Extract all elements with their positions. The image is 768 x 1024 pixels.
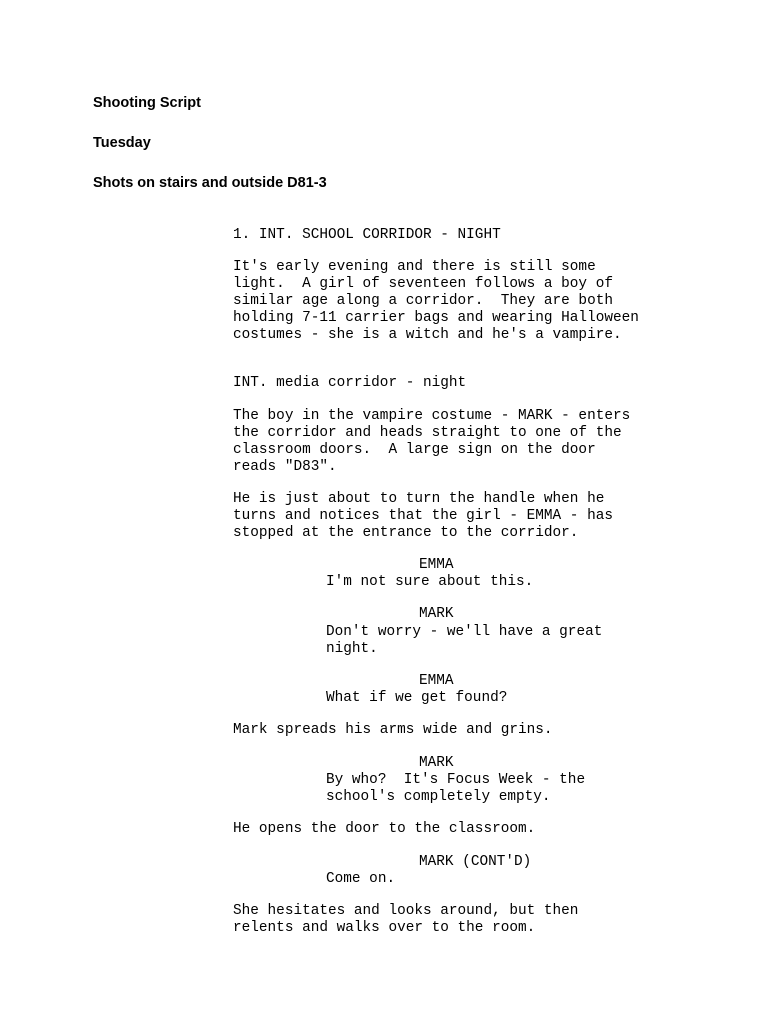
action-line: turns and notices that the girl - EMMA - has <box>233 508 613 524</box>
character-name: MARK <box>419 606 454 622</box>
character-name: EMMA <box>419 673 454 689</box>
dialogue-line: school's completely empty. <box>326 789 551 805</box>
action-line: holding 7-11 carrier bags and wearing Halloween <box>233 310 639 326</box>
scene-heading: 1. INT. SCHOOL CORRIDOR - NIGHT <box>233 227 501 243</box>
action-line: It's early evening and there is still some <box>233 259 596 275</box>
character-name: MARK (CONT'D) <box>419 854 532 870</box>
dialogue-line: Don't worry - we'll have a great <box>326 624 603 640</box>
sub-scene-heading: INT. media corridor - night <box>233 375 467 391</box>
action-line: He is just about to turn the handle when he <box>233 491 605 507</box>
action-line: Mark spreads his arms wide and grins. <box>233 722 553 738</box>
location-note-heading: Shots on stairs and outside D81-3 <box>93 175 327 191</box>
dialogue-line: I'm not sure about this. <box>326 574 534 590</box>
document-title: Shooting Script <box>93 95 201 111</box>
action-line: She hesitates and looks around, but then <box>233 903 579 919</box>
action-line: similar age along a corridor. They are both <box>233 293 613 309</box>
dialogue-line: What if we get found? <box>326 690 508 706</box>
action-line: the corridor and heads straight to one of the <box>233 425 622 441</box>
action-line: The boy in the vampire costume - MARK - enters <box>233 408 631 424</box>
dialogue-line: night. <box>326 641 378 657</box>
character-name: EMMA <box>419 557 454 573</box>
dialogue-line: Come on. <box>326 871 396 887</box>
character-name: MARK <box>419 755 454 771</box>
action-line: classroom doors. A large sign on the door <box>233 442 596 458</box>
action-line: costumes - she is a witch and he's a vampire. <box>233 327 622 343</box>
dialogue-line: By who? It's Focus Week - the <box>326 772 586 788</box>
action-line: light. A girl of seventeen follows a boy of <box>233 276 613 292</box>
action-line: He opens the door to the classroom. <box>233 821 536 837</box>
action-line: stopped at the entrance to the corridor. <box>233 525 579 541</box>
day-heading: Tuesday <box>93 135 151 151</box>
action-line: relents and walks over to the room. <box>233 920 536 936</box>
action-line: reads "D83". <box>233 459 337 475</box>
